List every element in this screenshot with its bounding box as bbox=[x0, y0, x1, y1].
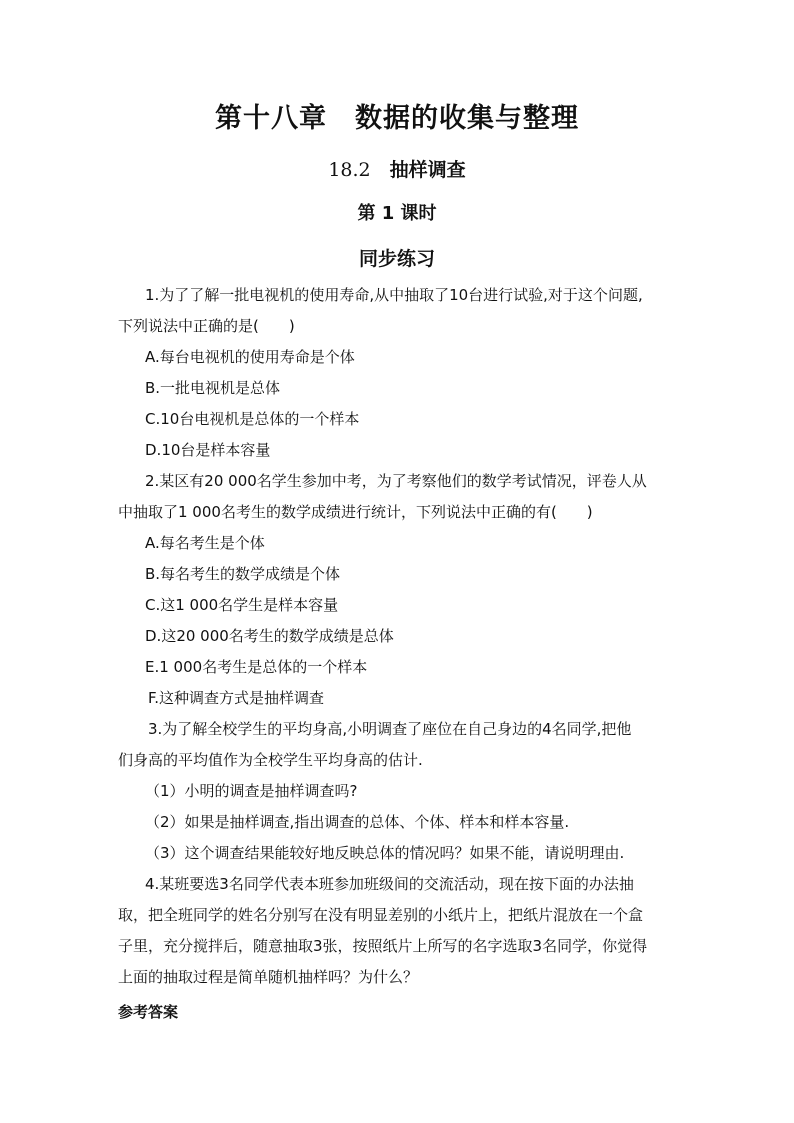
section-name: 抽样调查 bbox=[389, 159, 466, 181]
q2-stem-line-1: 2.某区有20 000名学生参加中考，为了考察他们的数学考试情况，评卷人从 bbox=[145, 472, 647, 490]
q4-line-3: 子里，充分搅拌后，随意抽取3张，按照纸片上所写的名字选取3名同学，你觉得 bbox=[118, 937, 648, 955]
q2-option-e: E.1 000名考生是总体的一个样本 bbox=[145, 658, 368, 676]
section-number: 18.2 bbox=[328, 159, 371, 181]
practice-title: 同步练习 bbox=[358, 248, 435, 270]
q1-stem-line-1: 1.为了了解一批电视机的使用寿命,从中抽取了10台进行试验,对于这个问题, bbox=[145, 286, 643, 304]
q1-option-c: C.10台电视机是总体的一个样本 bbox=[145, 410, 360, 428]
q2-option-a: A.每名考生是个体 bbox=[145, 534, 265, 552]
q3-part-3: （3）这个调查结果能较好地反映总体的情况吗？如果不能，请说明理由. bbox=[145, 844, 625, 862]
q2-option-f: F.这种调查方式是抽样调查 bbox=[148, 689, 324, 707]
section-heading bbox=[0, 155, 794, 182]
q1-option-a: A.每台电视机的使用寿命是个体 bbox=[145, 348, 355, 366]
q3-part-2: （2）如果是抽样调查,指出调查的总体、个体、样本和样本容量. bbox=[145, 813, 570, 831]
q1-option-b: B.一批电视机是总体 bbox=[145, 379, 281, 397]
q1-option-d: D.10台是样本容量 bbox=[145, 441, 271, 459]
chapter-title: 第十八章 数据的收集与整理 bbox=[215, 103, 579, 134]
q4-line-4: 上面的抽取过程是简单随机抽样吗？为什么？ bbox=[118, 968, 419, 986]
answer-heading: 参考答案 bbox=[118, 1003, 179, 1021]
q2-stem-line-2: 中抽取了1 000名考生的数学成绩进行统计，下列说法中正确的有( ) bbox=[118, 503, 593, 521]
lesson-heading: 第 1 课时 bbox=[357, 203, 437, 224]
q3-part-1: （1）小明的调查是抽样调查吗? bbox=[145, 782, 358, 800]
q4-line-1: 4.某班要选3名同学代表本班参加班级间的交流活动，现在按下面的办法抽 bbox=[145, 875, 634, 893]
q3-stem-line-2: 们身高的平均值作为全校学生平均身高的估计. bbox=[118, 751, 423, 769]
q2-option-d: D.这20 000名考生的数学成绩是总体 bbox=[145, 627, 394, 645]
q4-line-2: 取，把全班同学的姓名分别写在没有明显差别的小纸片上，把纸片混放在一个盒 bbox=[118, 906, 644, 924]
q2-option-b: B.每名考生的数学成绩是个体 bbox=[145, 565, 341, 583]
q1-stem-line-2: 下列说法中正确的是( ) bbox=[118, 317, 295, 335]
q3-stem-line-1: 3.为了解全校学生的平均身高,小明调查了座位在自己身边的4名同学,把他 bbox=[148, 720, 632, 738]
q2-option-c: C.这1 000名学生是样本容量 bbox=[145, 596, 339, 614]
